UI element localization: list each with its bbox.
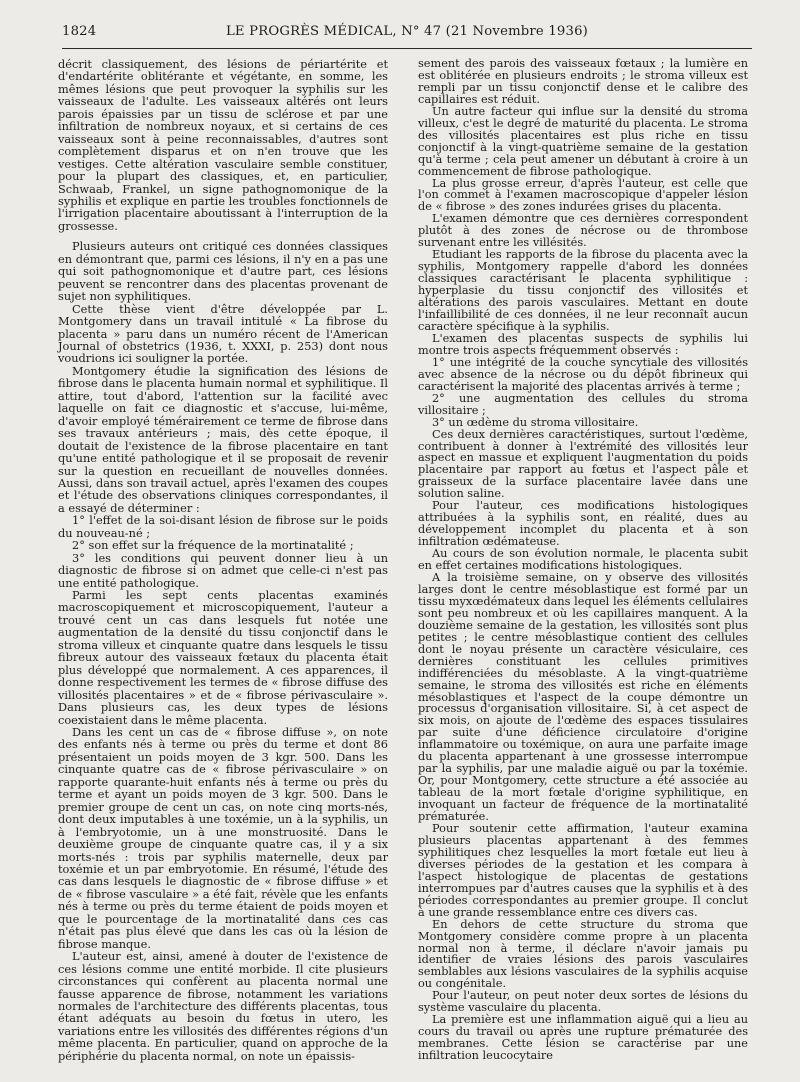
paragraph: Montgomery étudie la signification des lésions de fibrose dans le placenta humain normal et syphilitique. Il attire, tout d'abord, l'attention sur la facilité avec laquelle on fait ce diagnostic et s'accuse, lui-même, d'avoir employé témérairement ce terme de fibrose dans ses travaux antérieurs ; mais, dès cette époque, il doutait de l'existence de la fibrose placentaire en tant qu'une entité pathologique et il se proposait de revenir sur la question en recueillant de nouvelles données. Aussi, dans son travail actuel, après l'examen des coupes et l'étude des observations cliniques correspondantes, il a essayé de déterminer : — [58, 363, 388, 515]
running-title: LE PROGRÈS MÉDICAL, N° 47 (21 Novembre 1936) — [225, 24, 589, 39]
paragraph: En dehors de cette structure du stroma que Montgomery considère comme propre à un placenta normal non à terme, il déclare n'avoir jamais pu identifier de vraies lésions des parois vasculaires semblables aux lésions vasculaires de la syphilis acquise ou congénitale. — [418, 917, 748, 991]
paragraph: Cette thèse vient d'être développée par L. Montgomery dans un travail intitulé « La fibrose du placenta » paru dans un numéro récent de l'American Journal of obstetrics (1936, t. XXXI, p. 253) dont nous voudrions ici souligner la portée. — [58, 301, 388, 366]
paragraph: 3° un œdème du stroma villositaire. — [432, 415, 639, 429]
paragraph: 1° une intégrité de la couche syncytiale des villosités avec absence de la nécrose ou du dépôt fibrineux qui caractérisent la majorité des placentas arrivés à terme ; — [418, 355, 748, 393]
paragraph: sement des parois des vaisseaux fœtaux ; la lumière en est oblitérée en plusieurs endroits ; le stroma villeux est rempli par un tissu conjonctif dense et le calibre des capillaires est réduit. — [418, 57, 748, 106]
paragraph: L'auteur est, ainsi, amené à douter de l'existence de ces lésions comme une entité morbide. Il cite plusieurs circonstances qui confèrent au placenta normal une fausse apparence de fibrose, notamment les variations normales de l'architecture des différents placentas, tous étant adéquats au besoin du fœtus in utero, les variations entre les villosités des différentes régions d'un même placenta. En particulier, quand on approche de la périphérie du placenta normal, on note un épaissis- — [58, 949, 388, 1063]
paragraph: La première est une inflammation aiguë qui a lieu au cours du travail ou après une rupture prématurée des membranes. Cette lésion se caractérise par une infiltration leucocytaire — [418, 1013, 748, 1063]
paragraph: L'examen démontre que ces dernières correspondent plutôt à des zones de nécrose ou de thrombose survenant entre les villésités. — [418, 212, 748, 250]
right-column — [418, 58, 748, 1062]
paragraph: Plusieurs auteurs ont critiqué ces données classiques en démontrant que, parmi ces lésions, il n'y en a pas une qui soit pathognomonique et d'autre part, ces lésions peuvent se rencontrer dans des placentas provenant de sujet non syphilitiques. — [58, 239, 388, 304]
paragraph: Parmi les sept cents placentas examinés macroscopiquement et microscopiquement, l'auteur a trouvé cent un cas dans lesquels fut notée une augmentation de la densité du tissu conjonctif dans le stroma villeux et cinquante quatre dans lesquels le tissu fibreux autour des vaisseaux fœtaux du placenta était plus développé que normalement. A ces apparences, il donne respectivement les termes de « fibrose diffuse des villosités placentaires » et de « fibrose périvasculaire ». Dans plusieurs cas, les deux types de lésions coexistaient dans le même placenta. — [58, 588, 388, 727]
paragraph: Etudiant les rapports de la fibrose du placenta avec la syphilis, Montgomery rappelle d'abord les données classiques caractérisant le placenta syphilitique : hyperplasie du tissu conjonctif des villosités et altérations des parois vasculaires. Mettant en doute l'infaillibilité de ces données, il ne leur reconnaît aucun caractère spécifique à la syphilis. — [418, 248, 748, 333]
paragraph: 2° son effet sur la fréquence de la mortinatalité ; — [72, 538, 354, 553]
header-rule — [62, 48, 752, 49]
paragraph: L'examen des placentas suspects de syphilis lui montre trois aspects fréquemment observés : — [418, 331, 748, 357]
page-number: 1824 — [62, 24, 97, 39]
paragraph: Pour soutenir cette affirmation, l'auteur examina plusieurs placentas appartenant à des femmes syphilitiques chez lesquelles la mort fœtale eut lieu à diverses périodes de la gestation et les compara à l'aspect histologique de placentas de gestations interrompues par d'autres causes que la syphilis et à des périodes correspondantes au premier groupe. Il conclut à une grande ressemblance entre ces divers cas. — [418, 822, 748, 919]
paragraph: décrit classiquement, des lésions de périartérite et d'endartérite oblitérante et végétante, en somme, les mêmes lésions que peut provoquer la syphilis sur les vaisseaux de l'adulte. Les vaisseaux altérés ont leurs parois épaissies par un tissu de sclérose et par une infiltration de nombreux noyaux, et si certains de ces vaisseaux sont à peine reconnaissables, d'autres sont complètement disparus et on n'en trouve que les vestiges. Cette altération vasculaire semble constituer, pour la plupart des classiques, et, en particulier, Schwaab, Frankel, un signe pathognomonique de la syphilis et explique en partie les troubles fonctionnels de l'irrigation placentaire aboutissant à l'interruption de la grossesse. — [58, 57, 388, 233]
paragraph: Dans les cent un cas de « fibrose diffuse », on note des enfants nés à terme ou près du terme et dont 86 présentaient un poids moyen de 3 kgr. 500. Dans les cinquante quatre cas de « fibrose périvasculaire » on rapporte quarante-huit enfants nés à terme ou près du terme et ayant un poids moyen de 3 kgr. 500. Dans le premier groupe de cent un cas, on note cinq morts-nés, dont deux imputables à une toxémie, un à la syphilis, un à l'embryotomie, un à une monstruosité. Dans le deuxième groupe de cinquante quatre cas, il y a six morts-nés : trois par syphilis maternelle, deux par toxémie et un par embryotomie. En résumé, l'étude des cas dans lesquels le diagnostic de « fibrose diffuse » et de « fibrose vasculaire » a été fait, révèle que les enfants nés à terme ou près du terme étaient de poids moyen et que le pourcentage de la mortinatalité dans ces cas n'était pas plus élevé que dans les cas où la lésion de fibrose manque. — [58, 725, 388, 951]
paragraph: Pour l'auteur, on peut noter deux sortes de lésions du système vasculaire du placenta. — [418, 989, 748, 1015]
left-column — [58, 58, 388, 1062]
paragraph: Pour l'auteur, ces modifications histologiques attribuées à la syphilis sont, en réalité, dues au développement incomplet du placenta et à son infiltration œdémateuse. — [418, 499, 748, 549]
paragraph: Ces deux dernières caractéristiques, surtout l'œdème, contribuent à donner à l'extrémité des villosités leur aspect en massue et expliquent l'augmentation du poids placentaire par rapport au fœtus et l'aspect pâle et graisseux de la surface placentaire lavée dans une solution saline. — [418, 427, 748, 501]
paragraph: Au cours de son évolution normale, le placenta subit en effet certaines modifications histologiques. — [418, 547, 748, 573]
paragraph: Un autre facteur qui influe sur la densité du stroma villeux, c'est le degré de maturité du placenta. Le stroma des villosités placentaires est plus riche en tissu conjonctif à la vingt-quatrième semaine de la gestation qu'à terme ; cela peut amener un débutant à croire à un commencement de fibrose pathologique. — [418, 104, 748, 178]
paragraph: 1° l'effet de la soi-disant lésion de fibrose sur le poids du nouveau-né ; — [58, 513, 388, 540]
paragraph: 3° les conditions qui peuvent donner lieu à un diagnostic de fibrose si on admet que celle-ci n'est pas une entité pathologique. — [58, 550, 388, 590]
paragraph: 2° une augmentation des cellules du stroma villositaire ; — [418, 391, 748, 417]
page-header — [62, 24, 752, 44]
paragraph: La plus grosse erreur, d'après l'auteur, est celle que l'on commet à l'examen macroscopique d'appeler lésion de « fibrose » des zones indurées grises du placenta. — [418, 176, 748, 214]
paragraph: A la troisième semaine, on y observe des villosités larges dont le centre mésoblastique est formé par un tissu myxœdémateux dans lequel les éléments cellulaires sont peu nombreux et où les capillaires manquent. A la douzième semaine de la gestation, les villosités sont plus petites ; le centre mésoblastique contient des cellules dont le noyau présente un caractère vésiculaire, ces dernières constituant les cellules primitives indifférenciées du mésoblaste. A la vingt-quatrième semaine, le stroma des villosités est riche en éléments mésoblastiques et l'aspect de la coupe démontre un processus d'organisation villositaire. Si, à cet aspect de six mois, on ajoute de l'œdème des espaces tissulaires par suite d'une déficience circulatoire d'origine inflammatoire ou toxémique, on aura une parfaite image du placenta appartenant à une grossesse interrompue par la syphilis, par une maladie aiguë ou par la toxémie. Or, pour Montgomery, cette structure a été associée au tableau de la mort fœtale d'origine syphilitique, en invoquant un facteur de fréquence de la mortinatalité prématurée. — [418, 570, 748, 824]
